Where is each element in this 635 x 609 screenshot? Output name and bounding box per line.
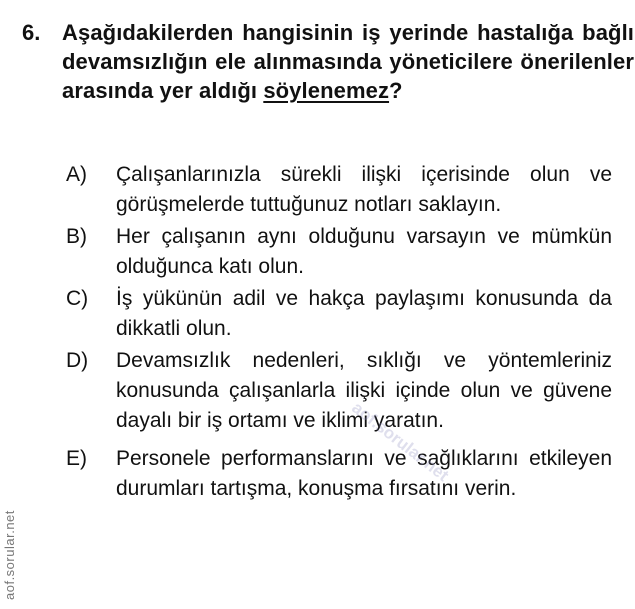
option-a[interactable] [66,160,614,220]
question-text-main: Aşağıdakilerden hangisinin iş yerinde hastalığa bağlı devamsızlığın ele alınmasında yöneticilere önerilenler arasında yer aldığı [62,20,634,103]
question-number: 6. [22,20,41,45]
answer-options [66,160,614,506]
question-text [62,18,634,105]
option-d-letter: D) [66,349,89,372]
option-e-letter: E) [66,447,87,470]
option-d-text: Devamsızlık nedenleri, sıklığı ve yöntemleriniz konusunda çalışanlarla ilişki içinde olun ve güvene dayalı bir iş ortamı ve iklimi yaratın. [116,349,612,432]
option-e-text: Personele performanslarını ve sağlıklarını etkileyen durumları tartışma, konuşma fırsatını verin. [116,447,612,500]
option-b-letter: B) [66,225,87,248]
diagonal-watermark: aof.sorular.net [348,398,453,486]
option-b[interactable] [66,222,614,282]
option-d[interactable] [66,346,614,436]
option-e[interactable] [66,444,614,504]
option-a-text: Çalışanlarınızla sürekli ilişki içerisinde olun ve görüşmelerde tuttuğunuz notları saklayın. [116,163,612,216]
option-c-text: İş yükünün adil ve hakça paylaşımı konusunda da dikkatli olun. [116,287,612,340]
side-watermark: aof.sorular.net [2,510,17,600]
option-a-letter: A) [66,163,87,186]
option-b-text: Her çalışanın aynı olduğunu varsayın ve mümkün olduğunca katı olun. [116,225,612,278]
option-c[interactable] [66,284,614,344]
question-text-end: ? [389,78,403,103]
question-text-emphasis: söylenemez [263,78,390,103]
option-c-letter: C) [66,287,89,310]
